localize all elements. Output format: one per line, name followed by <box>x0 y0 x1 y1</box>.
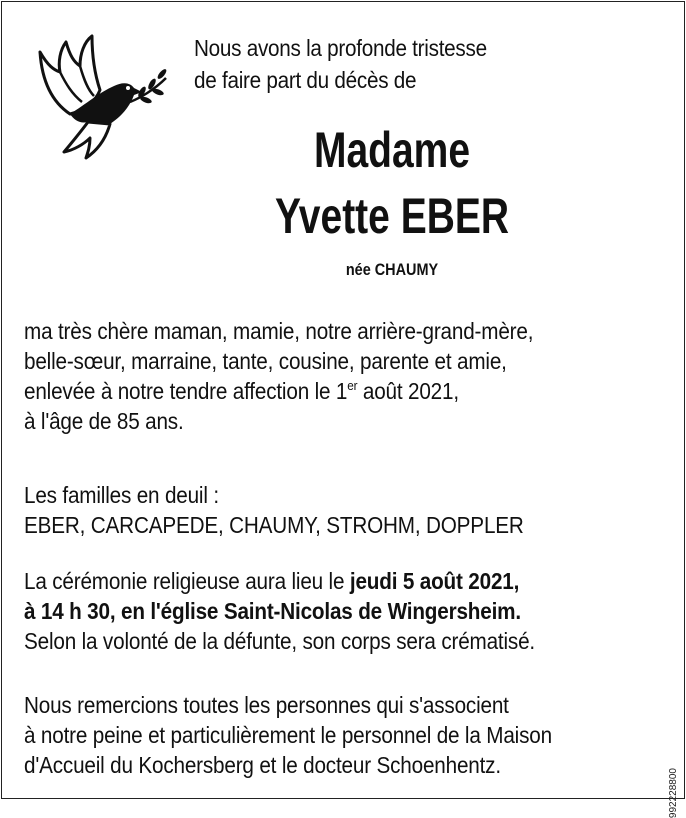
ceremony-intro: La cérémonie religieuse aura lieu le <box>24 568 350 594</box>
intro-line-1: Nous avons la profonde tristesse <box>194 35 487 61</box>
thanks-paragraph <box>24 690 552 780</box>
tribute-line-3 <box>24 376 533 406</box>
ceremony-paragraph <box>24 566 535 656</box>
tribute-line-3-end: août 2021, <box>357 378 459 404</box>
intro-text <box>194 32 487 96</box>
ceremony-date: jeudi 5 août 2021, <box>349 568 520 594</box>
tribute-line-2: belle-sœur, marraine, tante, cousine, parente et amie, <box>24 348 507 374</box>
deceased-title: Madame <box>313 122 471 178</box>
maiden-name: née CHAUMY <box>345 260 439 279</box>
ceremony-line-1 <box>24 566 535 596</box>
thanks-line-3: d'Accueil du Kochersberg et le docteur Schoenhentz. <box>24 752 501 778</box>
intro-line-2: de faire part du décès de <box>194 67 417 93</box>
dove-olive-branch-icon <box>30 32 170 160</box>
tribute-line-4: à l'âge de 85 ans. <box>24 408 184 434</box>
reference-number: 992228800 <box>668 768 679 818</box>
thanks-line-1: Nous remercions toutes les personnes qui s'associent <box>24 692 509 718</box>
tribute-paragraph <box>24 316 533 436</box>
families-label: Les familles en deuil : <box>24 482 219 508</box>
ordinal-suffix: er <box>347 378 358 393</box>
families-paragraph <box>24 480 524 540</box>
families-names: EBER, CARCAPEDE, CHAUMY, STROHM, DOPPLER <box>24 512 524 538</box>
thanks-line-2: à notre peine et particulièrement le personnel de la Maison <box>24 722 552 748</box>
obituary-notice <box>1 1 685 818</box>
tribute-line-1: ma très chère maman, mamie, notre arrière-grand-mère, <box>24 318 534 344</box>
tribute-line-3-start: enlevée à notre tendre affection le 1 <box>24 378 348 404</box>
ceremony-time-place: à 14 h 30, en l'église Saint-Nicolas de Wingersheim. <box>24 598 521 624</box>
ceremony-line-3: Selon la volonté de la défunte, son corps sera crématisé. <box>24 628 536 654</box>
deceased-name: Yvette EBER <box>274 188 510 244</box>
